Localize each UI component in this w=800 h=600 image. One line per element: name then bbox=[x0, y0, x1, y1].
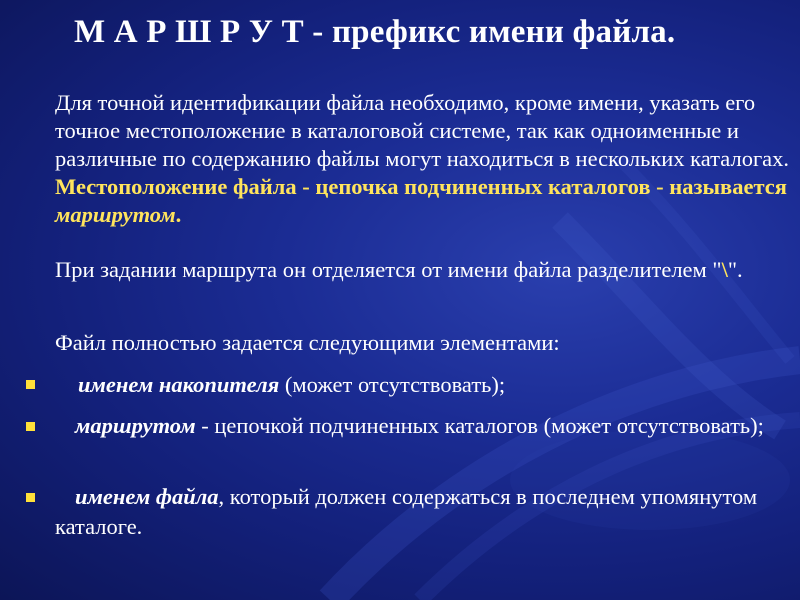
bullet-square-icon bbox=[26, 493, 35, 502]
list-item-rest: , который должен содержаться в последнем упомянутом каталоге. bbox=[55, 484, 758, 539]
slide-title: М А Р Ш Р У Т - префикс имени файла. bbox=[74, 14, 676, 50]
paragraph-separator bbox=[55, 255, 790, 285]
bullet-square-icon bbox=[26, 422, 35, 431]
bullet-square-icon bbox=[26, 380, 35, 389]
intro-text: Для точной идентификации файла необходимо, кроме имени, указать его точное местоположение в каталоговой системе, так как одноименные и различные по содержанию файлы могут находиться в нескольких каталогах. bbox=[55, 90, 790, 171]
separator-text: При задании маршрута он отделяется от имени файла разделителем " bbox=[55, 257, 722, 282]
paragraph-intro bbox=[55, 89, 790, 229]
list-item-emph: маршрутом bbox=[75, 413, 196, 438]
list-item-emph: именем накопителя bbox=[78, 372, 280, 397]
list-item-emph: именем файла bbox=[75, 484, 219, 509]
list-item-rest: - цепочкой подчиненных каталогов (может отсутствовать); bbox=[195, 413, 764, 438]
list-item-text bbox=[55, 482, 785, 542]
list-item-text bbox=[55, 411, 785, 441]
list-item-rest: (может отсутствовать); bbox=[279, 372, 506, 397]
intro-highlight: Местоположение файла - цепочка подчиненных каталогов - называется маршрутом. bbox=[55, 174, 787, 227]
list-item-text bbox=[78, 370, 800, 400]
intro-highlight-term: маршрутом bbox=[55, 202, 176, 227]
separator-char: \ bbox=[721, 257, 728, 282]
paragraph-elements-intro: Файл полностью задается следующими элементами: bbox=[55, 330, 560, 355]
separator-end: ". bbox=[727, 257, 743, 282]
